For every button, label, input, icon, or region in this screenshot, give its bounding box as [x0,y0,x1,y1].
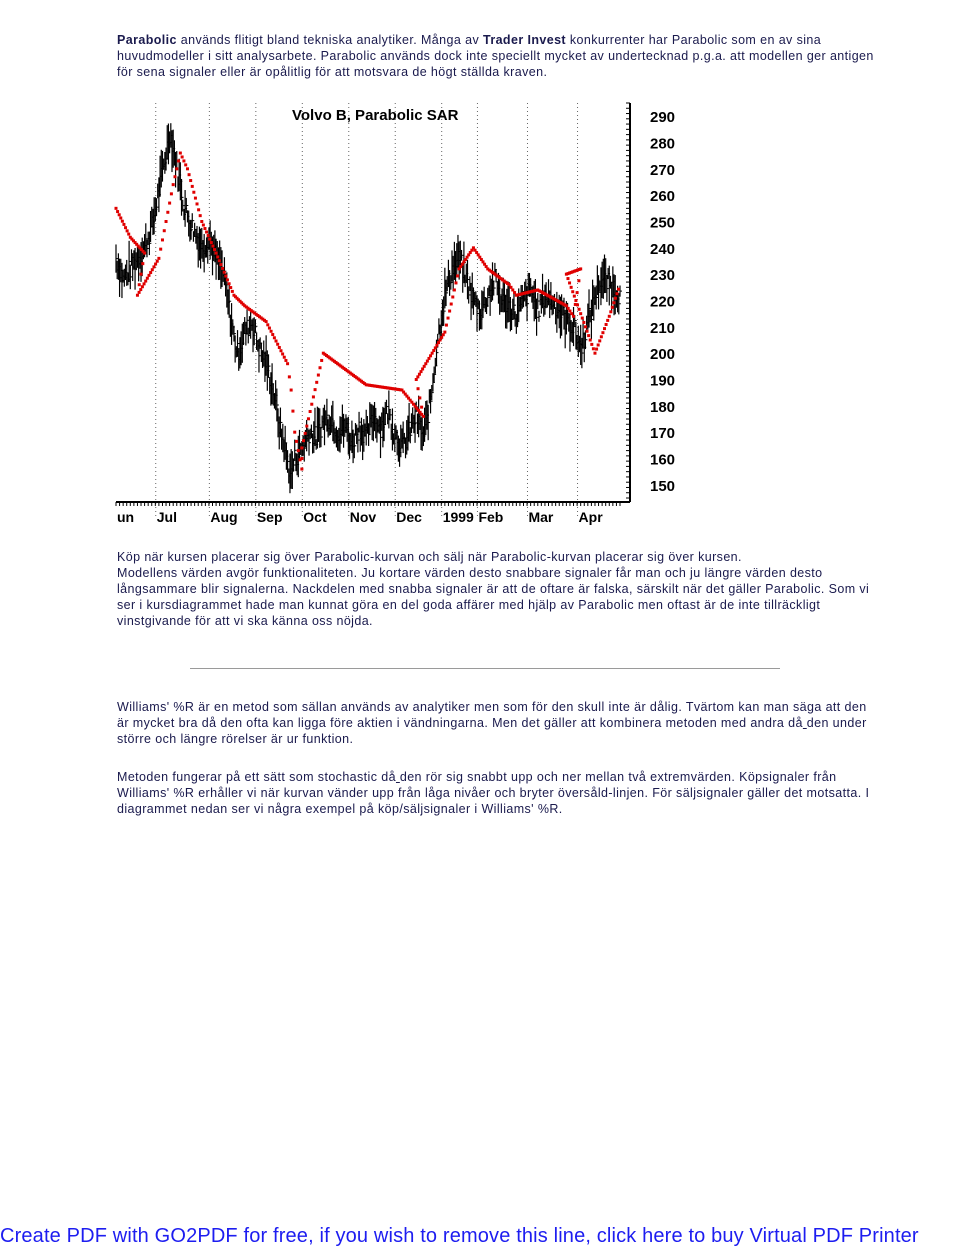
sar-dot [144,280,147,283]
x-tick-label: Jul [156,509,177,525]
sar-dot [420,406,423,409]
sar-dot [454,281,457,284]
sar-dot [268,327,271,330]
sar-dot [147,274,150,277]
sar-dot [186,167,189,170]
sar-dot [416,375,419,378]
y-tick-label: 170 [650,425,676,443]
sar-dot [266,323,269,326]
sar-dot [210,241,213,244]
sar-dot [576,303,579,306]
sar-dot [432,349,435,352]
y-tick-label: 210 [650,319,676,337]
sar-dot [572,315,575,318]
sar-dot [439,339,442,342]
sar-dot [208,238,211,241]
sar-dot [612,301,615,304]
parabolic-explanation [117,549,877,629]
sar-dot [567,307,570,310]
sar-dot [170,192,173,195]
sar-dot [435,344,438,347]
sar-dot [592,347,595,350]
x-tick-label: Sep [256,509,283,525]
sar-dot [445,324,448,327]
sar-dot [293,431,296,434]
sar-dot [317,374,320,377]
sar-dot [146,277,149,280]
chart-title: Volvo B, Parabolic SAR [292,107,459,124]
sar-dot [273,336,276,339]
x-tick-label: Mar [528,509,554,525]
williams-intro-paragraph [117,699,877,747]
sar-dot [315,381,318,384]
sar-dot [453,288,456,291]
y-tick-label: 220 [650,293,676,311]
sar-dot [275,340,278,343]
sar-dot [203,227,206,230]
sar-dot [597,343,600,346]
sar-dot [611,306,614,309]
sar-dot [615,292,618,295]
sar-dot [159,248,162,251]
sar-dot [609,310,612,313]
sar-dot [574,299,577,302]
sar-dot [154,263,157,266]
sar-dot [216,255,219,258]
sar-dot [175,167,178,170]
sar-dot [573,295,576,298]
sar-dot [141,285,144,288]
sar-dot [143,282,146,285]
sar-dot [421,367,424,370]
sar-dot [205,231,208,234]
sar-dot [265,320,268,323]
sar-dot [276,343,279,346]
sar-dot [168,202,171,205]
sar-dot [415,378,418,381]
sar-dot [300,457,303,460]
sar-dot [295,440,298,443]
sar-dot [211,245,214,248]
intro-text-a: används flitigt bland tekniska analytiker. Många av [176,33,483,47]
sar-dot [278,346,281,349]
sar-dot [283,356,286,359]
sar-dot [115,207,118,210]
y-tick-label: 200 [650,346,676,364]
sar-dot [605,323,608,326]
sar-dot [426,360,429,363]
x-tick-label: Dec [396,509,422,525]
x-tick-label: Aug [210,509,238,525]
functionality-line: Modellens värden avgör funktionaliteten. [117,566,358,580]
sar-dot [213,248,216,251]
sar-dot [136,294,139,297]
sar-dot [570,286,573,289]
sar-dot [509,286,512,289]
sar-dot [568,281,571,284]
sar-dot [603,327,606,330]
sar-dot [189,179,192,182]
sar-dot [422,415,425,418]
sar-dot [511,288,514,291]
sar-dot [614,297,617,300]
sar-dot [423,365,426,368]
sar-dot [304,432,307,435]
sar-dot [149,271,152,274]
sar-dot [288,375,291,378]
sar-dot [431,352,434,355]
sar-dot [579,312,582,315]
sar-dot [286,362,289,365]
x-tick-label: Oct [303,509,327,525]
sar-dot [417,387,420,390]
sar-dot [581,317,584,320]
y-tick-label: 230 [650,267,676,285]
parabolic-term: Parabolic [117,33,177,47]
sar-dot [161,238,164,241]
sar-dot [297,449,300,452]
sar-dot [140,273,143,276]
sar-dot [582,321,585,324]
sar-dot [587,334,590,337]
sar-dot [320,359,323,362]
sar-dot [126,229,129,232]
sar-dot [440,336,443,339]
sar-dot [565,273,568,276]
sar-dot [593,352,596,355]
sar-dot [218,259,221,262]
sar-dot [595,348,598,351]
sar-dot [601,331,604,334]
y-tick-label: 150 [650,477,676,495]
sar-dot [608,315,611,318]
sar-dot [442,333,445,336]
sar-dot [122,223,125,226]
sar-dot [226,278,229,281]
sar-dot [215,252,218,255]
x-tick-label: un [117,509,135,525]
sar-dot [200,220,203,223]
sar-dot [118,213,121,216]
sar-dot [570,312,573,315]
y-tick-label: 280 [650,135,676,153]
sar-dot [202,224,205,227]
sar-dot [152,265,155,268]
x-tick-label: 1999 [442,509,474,525]
sar-dot [165,220,168,223]
sar-dot [584,325,587,328]
x-tick-label: Apr [578,509,603,525]
sar-dot [565,304,568,307]
sar-dot [312,395,315,398]
sar-dot [141,262,144,265]
method-text-b: den rör sig snabbt upp och ner mellan två extremvärden. Köpsignaler från Williams' %R erhåller vi när kurvan vänder upp från låga nivåer och bryter översåld-linjen. För säljsignaler gäller det motsatta. I diagrammet nedan ser vi några exempel på köp/säljsignaler i Williams' %R. [117,770,870,816]
y-tick-label: 270 [650,161,676,179]
sar-dot [451,295,454,298]
sar-dot [456,274,459,277]
sar-dot [300,468,303,471]
sar-dot [571,290,574,293]
sar-dot [589,339,592,342]
sar-dot [300,446,303,449]
sar-dot [271,333,274,336]
sar-dot [586,330,589,333]
sar-dot [443,331,446,334]
sar-dot [188,173,191,176]
rule-line: Köp när kursen placerar sig över Parabolic-kurvan och sälj när Parabolic-kurvan placerar sig över kursen. [117,550,742,564]
sar-dot [172,183,175,186]
sar-dot [290,389,293,392]
sar-dot [508,283,511,286]
intro-paragraph [117,32,877,80]
sar-dot [600,335,603,338]
go2pdf-footer-link[interactable]: Create PDF with GO2PDF for free, if you wish to remove this line, click here to buy Virtual PDF Printer [0,1225,919,1247]
sar-dot [319,366,322,369]
sar-dot [156,260,159,263]
sar-dot [307,417,310,420]
sar-dot [429,354,432,357]
sar-dot [177,159,180,162]
sar-dot [606,319,609,322]
sar-dot [418,373,421,376]
sar-dot [617,288,620,291]
sar-dot [284,359,287,362]
y-tick-label: 290 [650,109,676,127]
section-divider [190,668,780,669]
sar-dot [590,343,593,346]
sar-dot [207,234,210,237]
sar-dot [309,410,312,413]
sar-dot [191,185,194,188]
sar-dot [231,290,234,293]
sar-dot [229,286,232,289]
x-tick-label: Feb [478,509,504,525]
method-text-a: Metoden fungerar på ett sätt som stochastic då [117,770,396,784]
explanation-rest: Ju kortare värden desto snabbare signaler får man och ju längre värden desto långsammare blir signalerna. Nackdelen med snabba signaler är att de oftare är falska, särskilt när det gäller Parabolic. Som vi ser i kursdiagrammet hade man kunnat göra en del goda affärer med hjälp av Parabolic men oftast är de inte tillräckligt vinstgivande för att vi ska känna oss nöjda. [117,566,870,628]
sar-dot [566,277,569,280]
sar-dot [151,268,154,271]
sar-dot [182,159,185,162]
sar-dot [143,252,146,255]
sar-dot [199,214,202,217]
sar-dot [420,370,423,373]
sar-dot [138,283,141,286]
y-tick-label: 160 [650,451,676,469]
sar-dot [447,317,450,320]
sar-dot [270,330,273,333]
sar-dot [424,362,427,365]
sar-dot [228,282,231,285]
sar-dot [578,308,581,311]
sar-dot [166,211,169,214]
sar-dot [119,216,122,219]
sar-dot [437,341,440,344]
y-tick-label: 250 [650,214,676,232]
sar-dot [418,396,421,399]
williams-text-a: Williams' %R är en metod som sällan används av analytiker men som för den skull inte är dålig. Tvärtom kan man säga att den är mycket bra då den ofta kan ligga före aktien i vändningarna. Men det gäller att kombinera metoden med andra då [117,700,867,730]
parabolic-sar-chart [114,98,694,530]
sar-dot [450,303,453,306]
sar-dot [513,291,516,294]
sar-dot [197,208,200,211]
y-tick-label: 180 [650,398,676,416]
sar-dot [194,197,197,200]
sar-dot [281,352,284,355]
sar-dot [157,257,160,260]
y-tick-label: 240 [650,240,676,258]
sar-dot [116,210,119,213]
brand-name: Trader Invest [482,33,566,47]
sar-dot [568,310,571,313]
sar-dot [302,439,305,442]
sar-dot [279,349,282,352]
sar-dot [305,425,308,428]
sar-dot [577,279,580,282]
x-tick-label: Nov [349,509,377,525]
sar-dot [314,388,317,391]
sar-dot [173,175,176,178]
sar-dot [196,202,199,205]
sar-dot [310,403,313,406]
sar-dot [598,339,601,342]
sar-dot [184,163,187,166]
williams-text-b: den under större och längre rörelser är ur funktion. [117,716,867,746]
sar-dot [139,288,142,291]
sar-dot [192,191,195,194]
williams-method-paragraph [117,769,877,817]
sar-dot [127,233,130,236]
sar-dot [221,267,224,270]
sar-dot [163,229,166,232]
sar-dot [138,291,141,294]
sar-dot [223,271,226,274]
sar-dot [179,152,182,155]
sar-dot [224,275,227,278]
sar-dot [427,357,430,360]
sar-dot [434,346,437,349]
sar-dot [291,410,294,413]
sar-dot [124,226,127,229]
sar-dot [181,155,184,158]
sar-dot [448,310,451,313]
sar-dot [576,291,579,294]
sar-dot [219,263,222,266]
y-tick-label: 190 [650,372,676,390]
intro-text-b: konkurrenter har Parabolic som en av sina huvudmodeller i sitt analysarbete. Parabolic används dock inte speciellt mycket av undertecknad p.g.a. att modellen ger antigen för sena signaler eller är opålitlig för att motsvara de högt ställda kraven. [117,33,874,79]
sar-dot [121,220,124,223]
y-tick-label: 260 [650,188,676,206]
